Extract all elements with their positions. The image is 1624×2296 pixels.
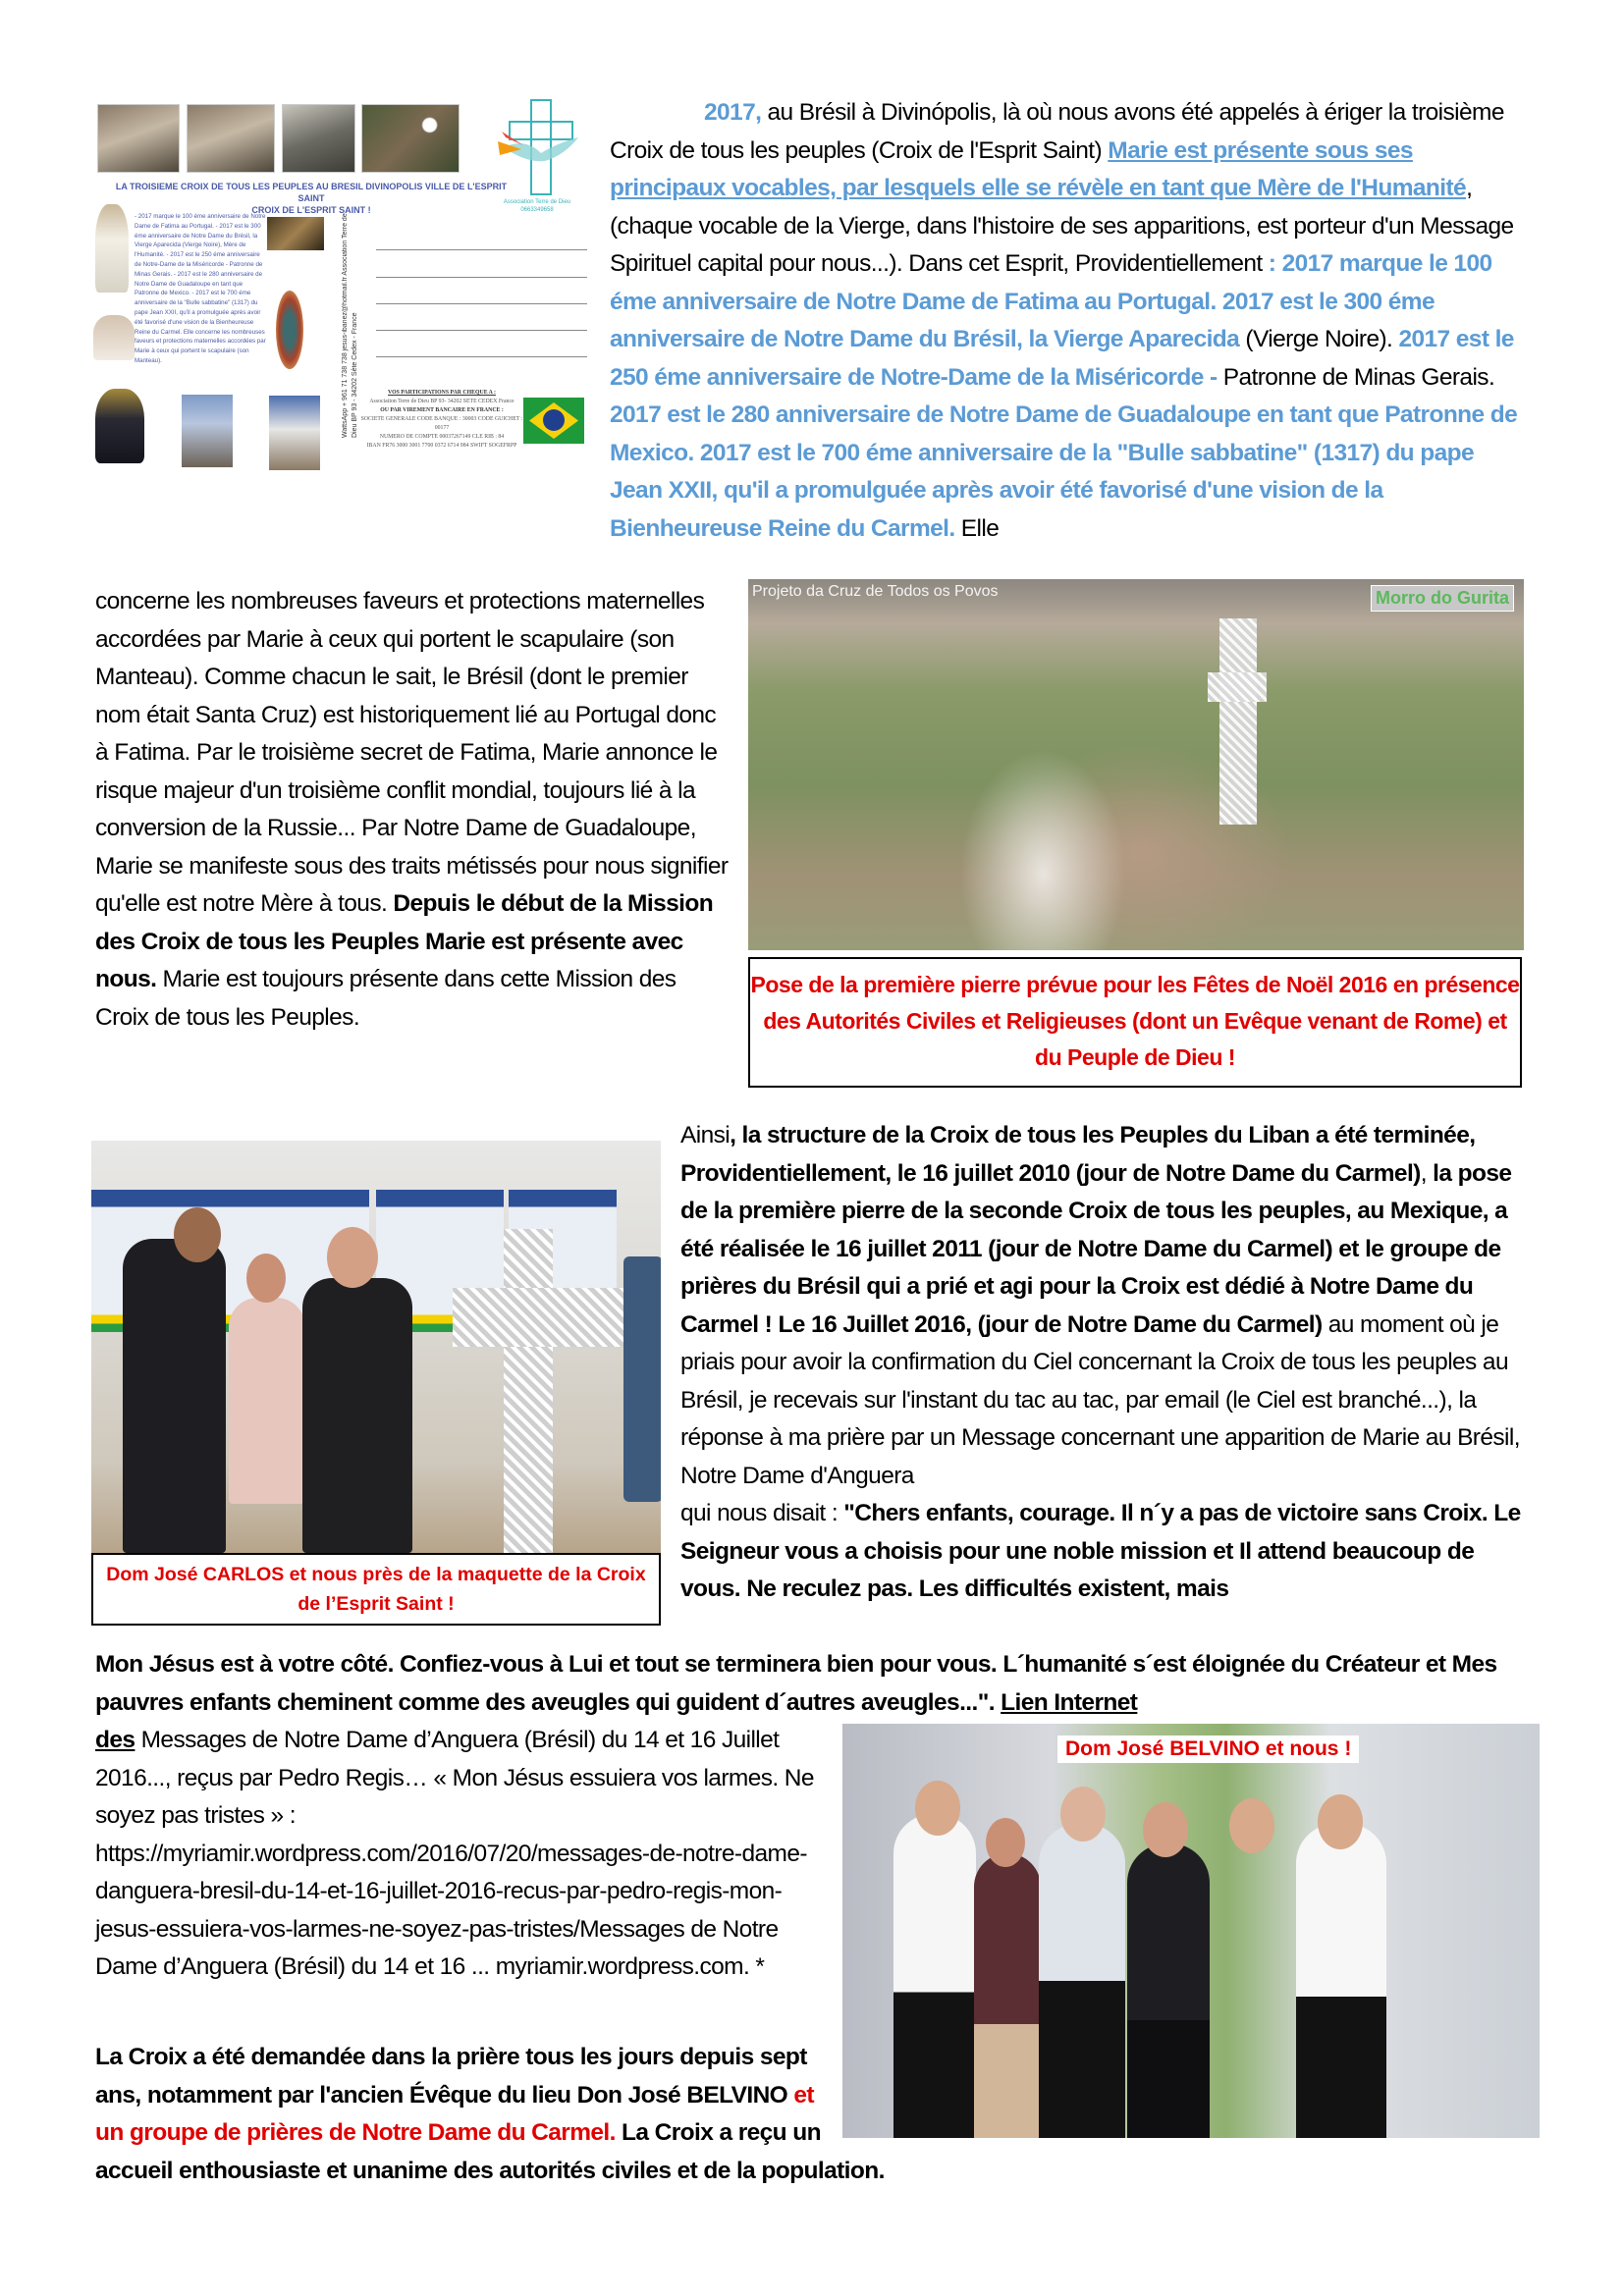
logo-caption: Association Terre de Dieu 0663349658 bbox=[503, 199, 571, 213]
ainsi-paragraph: Ainsi, la structure de la Croix de tous les Peuples du Liban a été terminée, Providentiellement, le 16 juillet 2010 (jour de Notre Dame du Carmel), la pose de la première pierre de la seconde Croix de tous les peuples, au Mexique, a été réalisée le 16 juillet 2011 (jour de Notre Dame du Carmel) et le groupe de prières du Brésil qui a prié et agi pour la Croix est dédié à Notre Dame du Carmel ! Le 16 Juillet 2016, (jour de Notre Dame du Carmel) au moment où je priais pour avoir la confirmation du Ciel concernant la Croix de tous les peuples au Brésil, je recevais sur l'instant du tac au tac, par email (le Ciel est branché...), la réponse à ma prière par un Message concernant une apparition de Marie au Brésil, Notre Dame d'Anguera qui nous disait : "Chers enfants, courage. Il n´y a pas de victoire sans Croix. Le Seigneur vous a choisis pour une noble mission et Il attend beaucoup de vous. Ne reculez pas. Les difficultés existent, mais bbox=[680, 1122, 1521, 1602]
intro-paragraph: 2017, au Brésil à Divinópolis, là où nous avons été appelés à ériger la troisième Croix de tous les peuples (Croix de l'Esprit Saint) Marie est présente sous ses principaux vocables, par lesquels elle se révèle en tant que Mère de l'Humanité, (chaque vocable de la Vierge, dans l'histoire de ses apparitions, est porteur d'un Message Spirituel capital pour nous...). Dans cet Esprit, Providentiellement : 2017 marque le 100 éme anniversaire de Notre Dame de Fatima au Portugal. 2017 est le 300 éme anniversaire de Notre Dame du Brésil, la Vierge Aparecida (Vierge Noire). 2017 est le 250 éme anniversaire de Notre-Dame de la Miséricorde - Patronne de Minas Gerais. 2017 est le 280 anniversaire de Notre Dame de Guadaloupe en tant que Patronne de Mexico. 2017 est le 700 éme anniversaire de la "Bulle sabbatine" (1317) du pape Jean XXII, qu'il a promulguée après avoir été favorisé d'une vision de la Bienheureuse Reine du Carmel. Elle bbox=[610, 99, 1518, 542]
person-bishop bbox=[123, 1239, 226, 1553]
cross-model-image bbox=[504, 1229, 553, 1553]
bishop-carlos-caption: Dom José CARLOS et nous près de la maquette de la Croix de l’Esprit Saint ! bbox=[91, 1553, 661, 1626]
postcard-contact-vertical: WattsApp + 961 71 738 738 jesus-ibanez@hotmail.fr Association Terre de Dieu BP 93 - 34202 Sète Cedex - France bbox=[342, 213, 358, 438]
video-title-overlay: Projeto da Cruz de Todos os Povos bbox=[752, 583, 999, 600]
closing-paragraph: La Croix a été demandée dans la prière tous les jours depuis sept ans, notamment par l'ancien Évêque du lieu Don José BELVINO et un groupe de prières de Notre Dame du Carmel. La Croix a reçu un accueil enthousiaste et unanime des autorités civiles et de la population. bbox=[95, 2044, 885, 2184]
internet-link-tail[interactable]: des bbox=[95, 1727, 135, 1753]
person-man bbox=[302, 1278, 412, 1553]
cross-structure-image bbox=[1219, 618, 1257, 825]
messages-url-text[interactable]: Messages de Notre Dame d’Anguera (Brésil) du 14 et 16 Juillet 2016..., reçus par Pedro Regis… « Mon Jésus essuiera vos larmes. Ne soyez pas tristes » : https://myriamir.wordpress.com/2016/07/20/messages-de-notre-dame-danguera-bresil-du-14-et-16-juillet-2016-recus-par-pedro-regis-mon-jesus-essuiera-vos-larmes-ne-soyez-pas-tristes/Messages de Notre Dame d’Anguera (Brésil) du 14 et 16 ... myriamir.wordpress.com. * bbox=[95, 1727, 814, 1980]
quote-continued: Mon Jésus est à votre côté. Confiez-vous à Lui et tout se terminera bien pour vous. L´humanité s´est éloignée du Créateur et Mes pauvres enfants cheminent comme des aveugles qui guident d´autres aveugles...". Lien Internet bbox=[95, 1651, 1497, 1716]
marie-vocables-link[interactable]: Marie est présente sous ses principaux vocables, par lesquels elle se révèle en tant que Mère de l'Humanité bbox=[610, 136, 1467, 201]
messages-link-paragraph bbox=[95, 1722, 827, 1987]
bishop-carlos-photo bbox=[91, 1141, 661, 1553]
postcard-anniversary-list: - 2017 marque le 100 éme anniversaire de Notre Dame de Fatima au Portugal. - 2017 est le 300 éme anniversaire de Notre Dame du Brésil, la Vierge Aparecida (Vierge Noire), Mère de l'Humanité. - 2017 est le 250 éme anniversaire de Notre-Dame de la Miséricorde - Patronne de Minas Gerais. - 2017 est le 280 anniversaire de Notre Dame de Guadaloupe en tant que Patronne de Mexico. - 2017 est le 700 éme anniversaire de la "Bulle sabbatine" (1317) du pape Jean XXII, qu'il a promulguée après avoir été favorisé d'une vision de la Bienheureuse Reine du Carmel. Elle concerne les nombreuses faveurs et protections maternelles accordées par Marie à ceux qui portent le scapulaire (son Manteau). bbox=[135, 213, 266, 364]
postcard-title: LA TROISIEME CROIX DE TOUS LES PEUPLES AU BRESIL DIVINOPOLIS VILLE DE L'ESPRIT SAINT CROIX DE L'ESPRIT SAINT ! bbox=[115, 182, 508, 215]
first-stone-caption: Pose de la première pierre prévue pour les Fêtes de Noël 2016 en présence des Autorités Civiles et Religieuses (dont un Evêque venant de Rome) et du Peuple de Dieu ! bbox=[748, 957, 1522, 1088]
left-column-paragraph: concerne les nombreuses faveurs et protections maternelles accordées par Marie à ceux qui portent le scapulaire (son Manteau). Comme chacun le sait, le Brésil (dont le premier nom était Santa Cruz) est historiquement lié au Portugal donc à Fatima. Par le troisième secret de Fatima, Marie annonce le risque majeur d'un troisième conflit mondial, toujours lié à la conversion de la Russie... Par Notre Dame de Guadaloupe, Marie se manifeste sous des traits métissés pour nous signifier qu'elle est notre Mère à tous. Depuis le début de la Mission des Croix de tous les Peuples Marie est présente avec nous. Marie est toujours présente dans cette Mission des Croix de tous les Peuples. bbox=[95, 588, 729, 1031]
cross-hill-aerial-photo bbox=[748, 579, 1524, 950]
group-photo-caption: Dom José BELVINO et nous ! bbox=[1057, 1735, 1359, 1763]
person-woman bbox=[229, 1298, 305, 1504]
postcard-payment-info: VOS PARTICIPATIONS PAR CHEQUE A : Association Terre de Dieu BP 93- 34202 SETE CEDEX France OU PAR VIREMENT BANCAIRE EN FRANCE : SOCIETE GENERALE CODE BANQUE : 30003 CODE GUICHET : 00177 NUMERO DE COMPTE 00037267149 CLE RIB : 84 IBAN FR76 3000 3001 7700 0372 6714 984 SWIFT SOGEFRPP bbox=[360, 390, 523, 449]
place-tag: Morro do Gurita bbox=[1371, 585, 1514, 612]
internet-link[interactable]: Lien Internet bbox=[1001, 1688, 1138, 1716]
